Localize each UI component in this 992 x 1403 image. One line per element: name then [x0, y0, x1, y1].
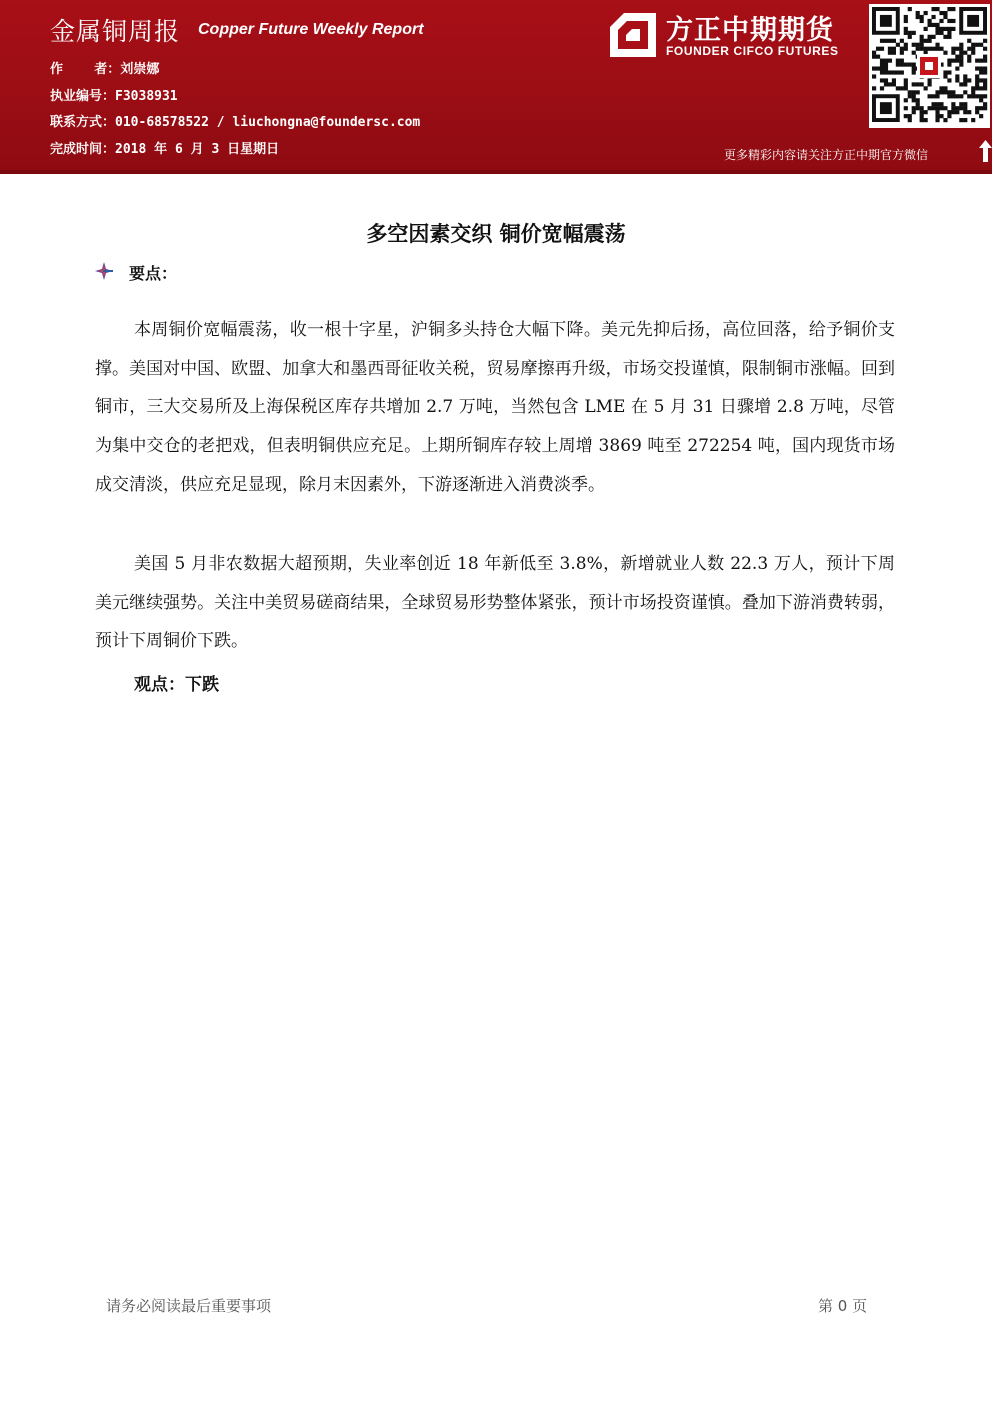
bullet-icon	[95, 262, 113, 280]
page-number: 第 0 页	[818, 1297, 868, 1315]
report-header	[0, 0, 992, 174]
logo-text-en: FOUNDER CIFCO FUTURES	[666, 44, 839, 58]
date-row	[50, 138, 279, 157]
paragraph-1: 本周铜价宽幅震荡，收一根十字星，沪铜多头持仓大幅下降。美元先抑后扬，高位回落，给予铜价支撑。美国对中国、欧盟、加拿大和墨西哥征收关税，贸易摩擦再升级，市场交投谨慎，限制铜市涨幅。回到铜市，三大交易所及上海保税区库存共增加 2.7 万吨，当然包含 LME 在 5 月 31 日骤增 2.8 万吨，尽管为集中交仓的老把戏，但表明铜供应充足。上期所铜库存较上周增 3869 吨至 272254 吨，国内现货市场成交清淡，供应充足显现，除月末因素外，下游逐渐进入消费淡季。	[95, 320, 895, 495]
license-value: F3038931	[115, 89, 178, 104]
header-divider	[0, 170, 992, 174]
license-label: 执业编号：	[50, 89, 116, 104]
date-value: 2018 年 6 月 3 日星期日	[115, 142, 280, 157]
follow-wechat-text: 更多精彩内容请关注方正中期官方微信	[724, 148, 929, 162]
paragraph-2: 美国 5 月非农数据大超预期，失业率创近 18 年新低至 3.8%，新增就业人数 22.3 万人，预计下周美元继续强势。关注中美贸易磋商结果，全球贸易形势整体紧张，预计市场投资谨慎。叠加下游消费转弱，预计下周铜价下跌。	[95, 554, 895, 652]
author-label: 作 者：	[50, 62, 121, 77]
date-label: 完成时间：	[50, 142, 116, 157]
founder-logo-icon	[608, 11, 658, 59]
logo-text-cn: 方正中期期货	[666, 15, 834, 46]
view-conclusion: 观点：下跌	[134, 675, 219, 695]
author-value: 刘崇娜	[120, 62, 160, 77]
license-row	[50, 85, 178, 104]
report-name: 金属铜周报	[50, 17, 181, 46]
contact-label: 联系方式：	[50, 115, 116, 130]
contact-row	[50, 111, 420, 130]
keypoints-label: 要点：	[129, 264, 178, 283]
author-row	[50, 58, 159, 77]
contact-value: 010-68578522 / liuchongna@foundersc.com	[115, 115, 421, 130]
qr-code-icon	[869, 4, 990, 128]
report-name-en: Copper Future Weekly Report	[198, 21, 424, 38]
footer-notice: 请务必阅读最后重要事项	[106, 1297, 272, 1315]
page-title: 多空因素交织 铜价宽幅震荡	[366, 222, 626, 246]
arrow-up-icon	[979, 140, 992, 162]
